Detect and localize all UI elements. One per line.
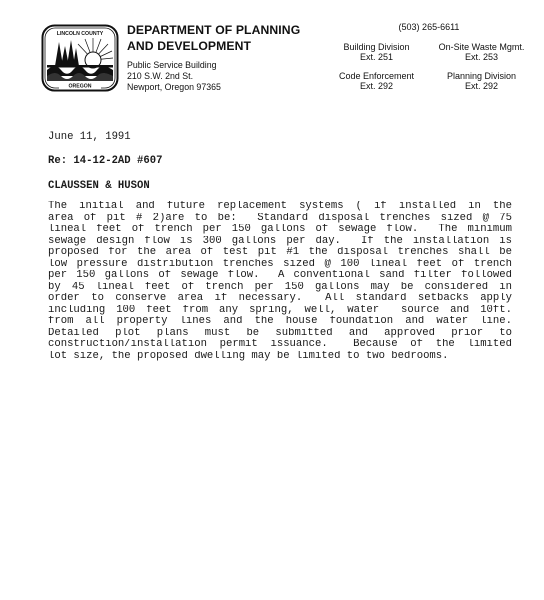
letter-body <box>48 201 512 362</box>
division-code-enforcement <box>324 71 429 92</box>
seal-state-text: OREGON <box>68 83 92 90</box>
department-title-line2: AND DEVELOPMENT <box>127 39 252 53</box>
division-building <box>324 42 429 63</box>
address-building: Public Service Building <box>127 60 217 70</box>
body-line: by 45 lineal feet of trench per 150 gallons may be considered in <box>48 281 512 293</box>
division-extensions <box>324 42 534 92</box>
division-onsite-waste <box>429 42 534 63</box>
department-title-line1: DEPARTMENT OF PLANNING <box>127 23 301 37</box>
department-title <box>127 22 300 54</box>
body-line: Detailed plot plans must be submitted and approved prior to <box>48 327 512 339</box>
body-line: The initial and future replacement systems ( if installed in the <box>48 201 512 212</box>
body-line: lot size, the proposed dwelling may be limited to two bedrooms. <box>48 350 449 362</box>
body-line: construction/installation permit issuance. Because of the limited <box>48 339 512 350</box>
division-name: On-Site Waste Mgmt. <box>438 41 525 52</box>
division-ext: Ext. 292 <box>464 81 499 91</box>
body-line: lineal feet of trench per 150 gallons of sewage flow. The minimum <box>48 224 512 235</box>
contact-block <box>324 22 534 92</box>
address-city: Newport, Oregon 97365 <box>127 82 221 92</box>
division-ext: Ext. 253 <box>464 52 499 62</box>
body-line: low pressure distribution trenches sized @ 100 lineal feet of trench <box>48 258 512 270</box>
department-address <box>127 60 221 93</box>
division-name: Code Enforcement <box>338 70 415 81</box>
division-ext: Ext. 251 <box>359 52 394 62</box>
division-name: Building Division <box>343 41 410 52</box>
body-line: from all property lines and the house foundation and water line. <box>48 316 512 327</box>
division-planning <box>429 71 534 92</box>
letter-date: June 11, 1991 <box>48 131 131 143</box>
phone-number: (503) 265-6611 <box>398 22 460 32</box>
body-line: sewage design flow is 300 gallons per day. If the installation is <box>48 235 512 247</box>
division-name: Planning Division <box>446 70 517 81</box>
county-seal-logo <box>41 24 119 92</box>
body-line: order to conserve area if necessary. All standard setbacks apply <box>48 293 512 304</box>
letter-addressee: CLAUSSEN & HUSON <box>48 180 150 192</box>
seal-county-text: LINCOLN COUNTY <box>56 31 104 37</box>
body-line: including 100 feet from any spring, well, water source and 10ft. <box>48 304 512 316</box>
letter-reference: Re: 14-12-2AD #607 <box>48 155 163 167</box>
division-ext: Ext. 292 <box>359 81 394 91</box>
body-line: per 150 gallons of sewage flow. A conventional sand filter followed <box>48 270 512 281</box>
body-line: proposed for the area of test pit #1 the disposal trenches shall be <box>48 247 512 258</box>
body-line: area of pit # 2)are to be: Standard disposal trenches sized @ 75 <box>48 212 512 224</box>
address-street: 210 S.W. 2nd St. <box>127 71 194 81</box>
